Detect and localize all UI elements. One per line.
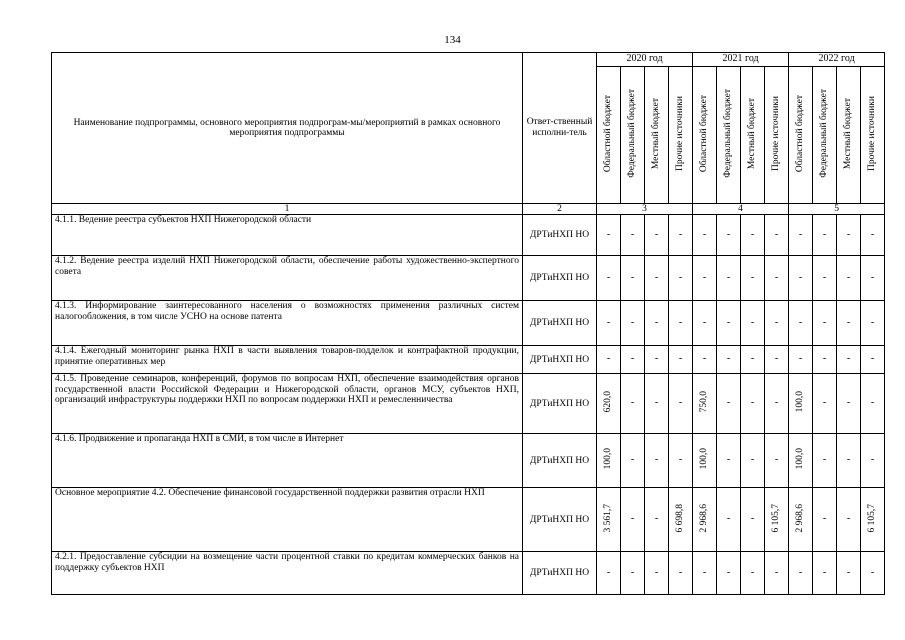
empty-value-cell: -: [717, 215, 741, 256]
header-source-cell: [741, 67, 765, 204]
empty-value-cell: -: [765, 215, 789, 256]
amount-value: 2 968,6: [699, 503, 710, 532]
empty-value-cell: -: [621, 346, 645, 374]
empty-value-cell: -: [645, 301, 669, 346]
header-source-cell: [597, 67, 621, 204]
empty-value-cell: -: [693, 552, 717, 595]
amount-cell: [861, 488, 885, 552]
col-number: 4: [693, 204, 789, 215]
empty-value-cell: -: [837, 215, 861, 256]
amount-cell: [789, 434, 813, 488]
empty-value-cell: -: [861, 215, 885, 256]
header-source-cell: [861, 67, 885, 204]
empty-value-cell: -: [669, 374, 693, 434]
empty-value-cell: -: [789, 301, 813, 346]
empty-value-cell: -: [813, 215, 837, 256]
empty-value-cell: -: [597, 301, 621, 346]
amount-value: 6 105,7: [771, 503, 782, 532]
empty-value-cell: -: [669, 301, 693, 346]
empty-value-cell: -: [741, 374, 765, 434]
col-number: 5: [789, 204, 885, 215]
empty-value-cell: -: [813, 256, 837, 301]
budget-table: [51, 52, 885, 595]
amount-value: 100,0: [699, 448, 710, 470]
empty-value-cell: -: [597, 346, 621, 374]
empty-value-cell: -: [741, 346, 765, 374]
empty-value-cell: -: [837, 552, 861, 595]
table-row: [52, 374, 885, 434]
empty-value-cell: -: [669, 434, 693, 488]
header-source-label: Федеральный бюджет: [627, 88, 638, 178]
amount-cell: [597, 374, 621, 434]
empty-value-cell: -: [861, 301, 885, 346]
empty-value-cell: -: [717, 301, 741, 346]
empty-value-cell: -: [621, 256, 645, 301]
header-source-cell: [645, 67, 669, 204]
amount-value: 100,0: [795, 448, 806, 470]
header-source-label: Прочие источники: [675, 95, 686, 171]
header-source-label: Прочие источники: [867, 95, 878, 171]
header-source-label: Местный бюджет: [747, 97, 758, 169]
empty-value-cell: -: [717, 256, 741, 301]
row-name: 4.2.1. Предоставление субсидии на возмещение части процентной ставки по кредитам коммерческих банков на поддержку субъектов НХП: [52, 552, 523, 595]
empty-value-cell: -: [789, 552, 813, 595]
empty-value-cell: -: [717, 552, 741, 595]
table-row: [52, 256, 885, 301]
empty-value-cell: -: [621, 488, 645, 552]
row-executor: ДРТиНХП НО: [523, 346, 597, 374]
amount-cell: [789, 374, 813, 434]
header-source-label: Областной бюджет: [603, 94, 614, 172]
empty-value-cell: -: [645, 434, 669, 488]
header-source-label: Федеральный бюджет: [723, 88, 734, 178]
empty-value-cell: -: [813, 434, 837, 488]
row-executor: ДРТиНХП НО: [523, 215, 597, 256]
empty-value-cell: -: [693, 301, 717, 346]
amount-value: 2 968,6: [795, 503, 806, 532]
empty-value-cell: -: [789, 346, 813, 374]
row-name: 4.1.6. Продвижение и пропаганда НХП в СМИ, в том числе в Интернет: [52, 434, 523, 488]
empty-value-cell: -: [717, 434, 741, 488]
empty-value-cell: -: [717, 374, 741, 434]
empty-value-cell: -: [621, 552, 645, 595]
table-row: [52, 488, 885, 552]
empty-value-cell: -: [765, 301, 789, 346]
table-body: [52, 215, 885, 595]
table-row: [52, 215, 885, 256]
empty-value-cell: -: [645, 488, 669, 552]
page-number: 134: [444, 34, 461, 46]
empty-value-cell: -: [693, 256, 717, 301]
empty-value-cell: -: [837, 301, 861, 346]
empty-value-cell: -: [765, 346, 789, 374]
amount-cell: [597, 434, 621, 488]
amount-cell: [597, 488, 621, 552]
header-year-2022: 2022 год: [789, 53, 885, 67]
empty-value-cell: -: [621, 301, 645, 346]
empty-value-cell: -: [861, 374, 885, 434]
row-executor: ДРТиНХП НО: [523, 256, 597, 301]
empty-value-cell: -: [693, 215, 717, 256]
row-executor: ДРТиНХП НО: [523, 488, 597, 552]
amount-value: 6 698,8: [675, 503, 686, 532]
header-source-cell: [789, 67, 813, 204]
empty-value-cell: -: [837, 346, 861, 374]
header-source-cell: [837, 67, 861, 204]
amount-value: 620,0: [603, 391, 614, 413]
amount-cell: [693, 434, 717, 488]
header-source-label: Областной бюджет: [795, 94, 806, 172]
empty-value-cell: -: [645, 346, 669, 374]
table-row: [52, 346, 885, 374]
amount-cell: [693, 374, 717, 434]
empty-value-cell: -: [645, 374, 669, 434]
empty-value-cell: -: [693, 346, 717, 374]
col-number: 2: [523, 204, 597, 215]
empty-value-cell: -: [669, 346, 693, 374]
row-name: 4.1.1. Ведение реестра субъектов НХП Нижегородской области: [52, 215, 523, 256]
row-name: 4.1.3. Информирование заинтересованного населения о возможностях применения различных систем налогообложения, в том числе УСНО на основе патента: [52, 301, 523, 346]
empty-value-cell: -: [813, 374, 837, 434]
empty-value-cell: -: [837, 434, 861, 488]
empty-value-cell: -: [837, 256, 861, 301]
empty-value-cell: -: [765, 434, 789, 488]
empty-value-cell: -: [765, 256, 789, 301]
empty-value-cell: -: [741, 434, 765, 488]
amount-value: 750,0: [699, 391, 710, 413]
header-year-2020: 2020 год: [597, 53, 693, 67]
empty-value-cell: -: [621, 374, 645, 434]
empty-value-cell: -: [789, 256, 813, 301]
empty-value-cell: -: [861, 552, 885, 595]
row-executor: ДРТиНХП НО: [523, 552, 597, 595]
empty-value-cell: -: [837, 488, 861, 552]
empty-value-cell: -: [741, 215, 765, 256]
table-row: [52, 434, 885, 488]
empty-value-cell: -: [765, 374, 789, 434]
row-name: 4.1.5. Проведение семинаров, конференций, форумов по вопросам НХП, обеспечение взаимодействия органов государственной власти Российской Федерации и Нижегородской области, органов МСУ, субъектов НХП, организаций инфраструктуры поддержки НХП по вопросам поддержки НХП и ремесленничества: [52, 374, 523, 434]
empty-value-cell: -: [813, 488, 837, 552]
empty-value-cell: -: [741, 552, 765, 595]
row-name: Основное мероприятие 4.2. Обеспечение финансовой государственной поддержки развития отрасли НХП: [52, 488, 523, 552]
empty-value-cell: -: [645, 256, 669, 301]
header-source-label: Местный бюджет: [843, 97, 854, 169]
empty-value-cell: -: [621, 434, 645, 488]
amount-value: 100,0: [603, 448, 614, 470]
empty-value-cell: -: [597, 215, 621, 256]
empty-value-cell: -: [861, 346, 885, 374]
empty-value-cell: -: [765, 552, 789, 595]
header-source-cell: [717, 67, 741, 204]
header-executor-column: Ответ-ственный исполни-тель: [523, 53, 597, 204]
table-row: [52, 301, 885, 346]
row-executor: ДРТиНХП НО: [523, 374, 597, 434]
empty-value-cell: -: [813, 552, 837, 595]
empty-value-cell: -: [861, 434, 885, 488]
empty-value-cell: -: [717, 346, 741, 374]
header-name-column: Наименование подпрограммы, основного мероприятия подпрограм-мы/мероприятий в рамках основного мероприятия подпрограммы: [52, 53, 523, 204]
amount-value: 100,0: [795, 391, 806, 413]
empty-value-cell: -: [741, 301, 765, 346]
table-row: [52, 552, 885, 595]
amount-cell: [693, 488, 717, 552]
row-executor: ДРТиНХП НО: [523, 434, 597, 488]
empty-value-cell: -: [645, 215, 669, 256]
empty-value-cell: -: [597, 256, 621, 301]
row-name: 4.1.2. Ведение реестра изделий НХП Нижегородской области, обеспечение работы художественно-экспертного совета: [52, 256, 523, 301]
header-source-label: Областной бюджет: [699, 94, 710, 172]
empty-value-cell: -: [717, 488, 741, 552]
empty-value-cell: -: [597, 552, 621, 595]
empty-value-cell: -: [669, 256, 693, 301]
header-source-cell: [621, 67, 645, 204]
amount-cell: [669, 488, 693, 552]
row-executor: ДРТиНХП НО: [523, 301, 597, 346]
empty-value-cell: -: [669, 215, 693, 256]
empty-value-cell: -: [813, 346, 837, 374]
header-source-label: Прочие источники: [771, 95, 782, 171]
header-source-cell: [669, 67, 693, 204]
col-number: 3: [597, 204, 693, 215]
header-source-label: Местный бюджет: [651, 97, 662, 169]
amount-value: 3 561,7: [603, 503, 614, 532]
empty-value-cell: -: [621, 215, 645, 256]
col-number: 1: [52, 204, 523, 215]
empty-value-cell: -: [741, 256, 765, 301]
empty-value-cell: -: [741, 488, 765, 552]
empty-value-cell: -: [789, 215, 813, 256]
empty-value-cell: -: [813, 301, 837, 346]
empty-value-cell: -: [669, 552, 693, 595]
empty-value-cell: -: [645, 552, 669, 595]
row-name: 4.1.4. Ежегодный мониторинг рынка НХП в части выявления товаров-подделок и контрафактной продукции, принятие оперативных мер: [52, 346, 523, 374]
empty-value-cell: -: [837, 374, 861, 434]
amount-value: 6 105,7: [867, 503, 878, 532]
amount-cell: [765, 488, 789, 552]
header-source-cell: [813, 67, 837, 204]
header-year-2021: 2021 год: [693, 53, 789, 67]
header-source-cell: [765, 67, 789, 204]
column-numbers-row: [52, 204, 885, 215]
header-source-label: Федеральный бюджет: [819, 88, 830, 178]
header-source-cell: [693, 67, 717, 204]
amount-cell: [789, 488, 813, 552]
empty-value-cell: -: [861, 256, 885, 301]
